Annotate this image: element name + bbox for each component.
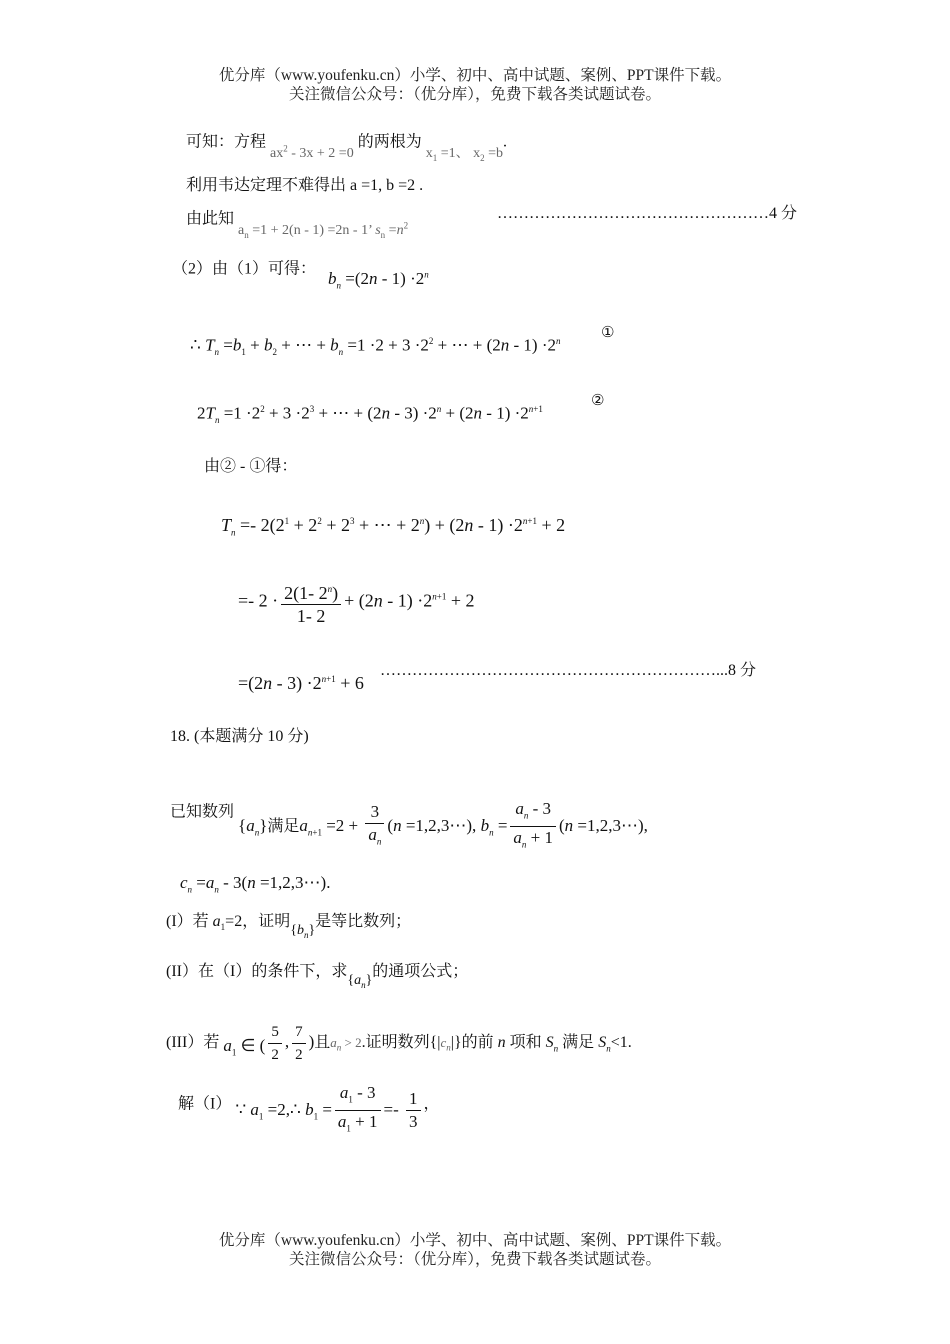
tn-result: $=(2n - 3) \cdot 2^{n+1} + 6$ [238, 673, 364, 693]
footer-line-1: 优分库（www.youfenku.cn）小学、初中、高中试题、案例、PPT课件下载。 [218, 1232, 732, 1249]
bn-formula: $b_n =(2n - 1) \cdot 2^n$ [328, 268, 429, 291]
an-prefix: 由此知 [186, 210, 235, 228]
q18-statement: 已知数列 $\{a_n\}$满足$a_{n+1} =2$ + $\frac{3}{a_n}$ (n =1,2,3⋯), $b_n$ = $\frac{a_n - 3}{a_n + 1}$ (n =1,2,3⋯), [170, 799, 648, 850]
two-tn-line: $2T_n =1 \cdot 2^2 + 3 \cdot 2^3$ + ⋯ + $(2n - 3) \cdot 2^n + (2n - 1) \cdot 2^{n+1}$ [197, 403, 543, 426]
vieta-line: 利用韦达定理不难得出 a =1, b =2 . [186, 177, 424, 194]
part-III-text-2: |}的前 [450, 1034, 498, 1052]
part-III-suffix: .证明数列{| [361, 1034, 441, 1052]
roots-middle: 的两根为 [357, 133, 422, 151]
tn-sum-line: ∴ $T_n =b_1 + b_2$ + ⋯ + $b_n =1 \cdot 2 + 3 \cdot 2^2$ + ⋯ + $(2n - 1) \cdot 2^n$ [190, 335, 561, 358]
subtract-label: 由② - ①得： [204, 458, 298, 475]
part-I: (I）若 $a_1=2$，证明$\{b_n\}$是等比数列； [166, 913, 412, 940]
part2-line [172, 254, 429, 291]
part-III-text-4: 满足 [558, 1034, 599, 1052]
root-values: $x_1 =1$、 $x_2 =b$ [425, 145, 504, 163]
roots-line: 可知：方程 $ax^2 - 3x + 2 =0$ 的两根为 $x_1 =1$、 $x_2 =b$. [186, 133, 508, 163]
footer-line-2: 关注微信公众号：（优分库），免费下载各类试题试卷。 [288, 1251, 661, 1268]
geometric-fraction: $\frac{2(1- 2^n)}{1- 2}$ [281, 578, 341, 627]
part-II-suffix: 的通项公式； [372, 963, 469, 980]
question-18-title: 18. (本题满分 10 分) [170, 728, 309, 745]
eq-marker-1: ① [601, 323, 615, 341]
header-line-1: 优分库（www.youfenku.cn）小学、初中、高中试题、案例、PPT课件下载。 [218, 67, 732, 84]
part-III: (III）若 $a_1$ ∈ ( $\frac{5}{2}$ , $\frac{7}{2}$ )且$a_n > 2$.证明数列$\{|c_n|\}$的前 n 项和 $S_n$ 满足 $S_n<1$. [166, 1021, 632, 1066]
an-formula: $a_n =1 + 2(n - 1) =2n - 1$’ $s_n =n^2$ [238, 220, 409, 240]
roots-prefix: 可知：方程 [186, 133, 267, 151]
part-I-suffix: 是等比数列； [315, 913, 412, 930]
solution-I: 解（I） ∵ $a_1$ =2,∴ $b_1$ = $\frac{a_1 - 3}{a_1 + 1}$ =- $\frac{1}{3}$ ， [178, 1083, 440, 1134]
part-III-prefix: (III）若 [166, 1034, 220, 1052]
tn-step-2: =- 2 · $\frac{2(1- 2^n)}{1- 2}$ + $(2n - 1) \cdot 2^{n+1} + 2$ [238, 578, 475, 627]
part2-label: （2）由（1）可得： [172, 260, 317, 278]
equation-quadratic: $ax^2 - 3x + 2 =0$ [270, 143, 354, 161]
part-II: (II）在（I）的条件下，求$\{a_n\}$的通项公式； [166, 963, 469, 990]
score-8-marker: ………………………………………………………...8 分 [380, 662, 757, 679]
an-formula-line [186, 205, 409, 240]
part-III-mid: 且 [314, 1034, 331, 1052]
cn-definition: $c_n =a_n - 3(n$ =1,2,3⋯). [180, 873, 331, 895]
q18-intro: 已知数列 [170, 803, 235, 821]
eq-marker-2: ② [591, 391, 605, 409]
header-line-2: 关注微信公众号：（优分库），免费下载各类试题试卷。 [288, 86, 661, 103]
tn-step-1: $T_n =- 2(2^1 + 2^2 + 2^3$ + ⋯ + $2^n) + (2n - 1) \cdot 2^{n+1} + 2$ [221, 515, 566, 538]
solution-label: 解（I） [178, 1095, 232, 1113]
q18-satisfy: 满足 [267, 817, 300, 835]
score-4-marker: ……………………………………………4 分 [497, 205, 798, 222]
part-II-prefix: (II）在（I）的条件下，求 [166, 963, 348, 980]
part-III-text-3: 项和 [505, 1034, 546, 1052]
part-I-prefix: (I）若 [166, 913, 213, 930]
